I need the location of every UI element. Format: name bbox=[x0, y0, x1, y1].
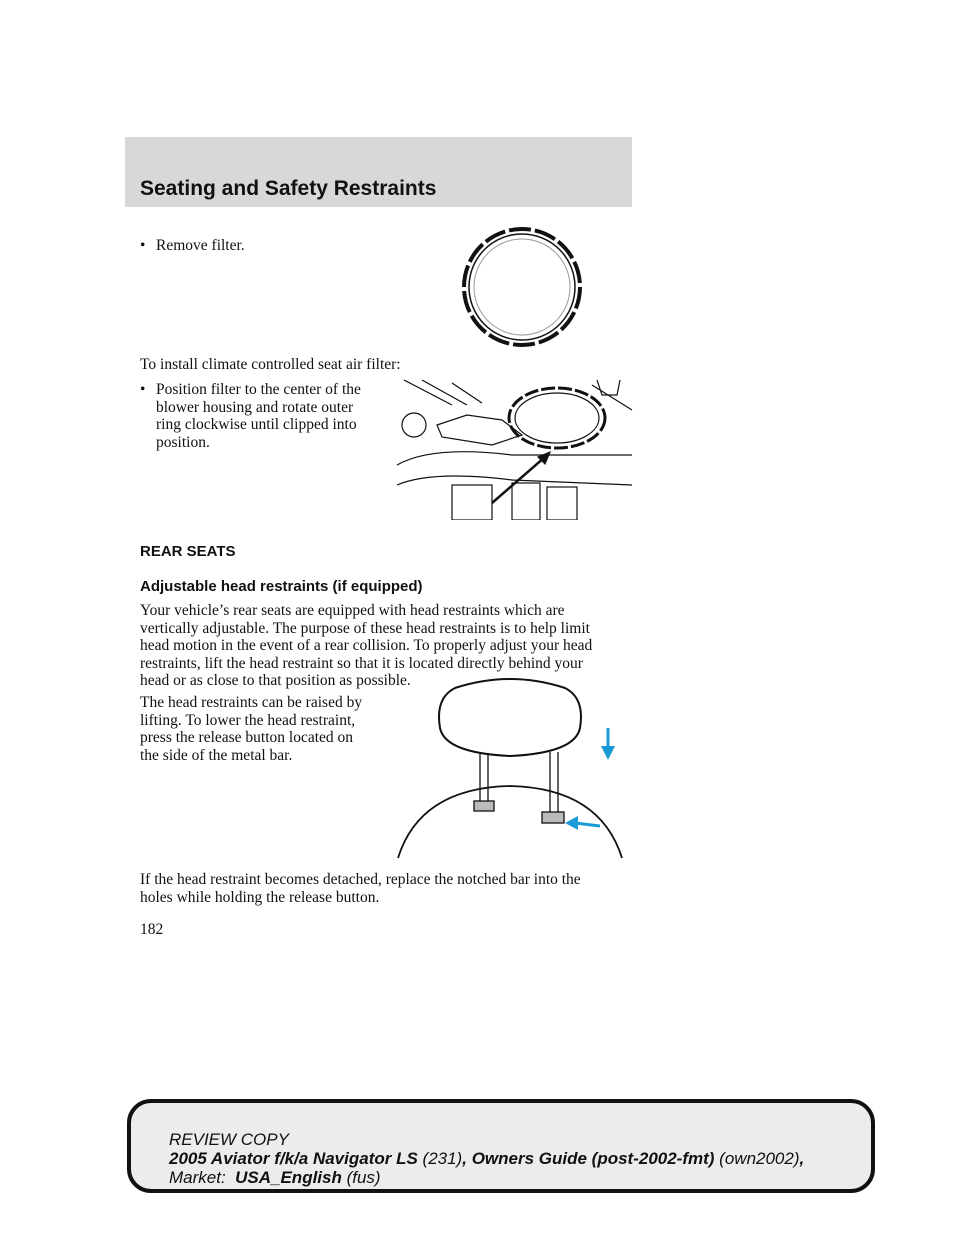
section-title: Seating and Safety Restraints bbox=[140, 177, 437, 200]
review-copy-footer: REVIEW COPY 2005 Aviator f/k/a Navigator LS (231), Owners Guide (post-2002-fmt) (own2002), Market: USA_English (fus) bbox=[127, 1099, 875, 1193]
heading-rear-seats: REAR SEATS bbox=[140, 543, 236, 560]
paragraph: If the head restraint becomes detached, replace the notched bar into the holes while holding the release button. bbox=[140, 871, 581, 906]
paragraph: Your vehicle’s rear seats are equipped with head restraints which are vertically adjustable. The purpose of these head restraints is to help limit head motion in the event of a rear collision. To properly adjust your head restraints, lift the head restraint so that it is located directly behind your head or as close to that position as possible. bbox=[140, 602, 593, 689]
section-header bbox=[125, 137, 632, 207]
head-restraint-illustration bbox=[390, 668, 630, 860]
install-intro: To install climate controlled seat air filter: bbox=[140, 356, 401, 373]
filter-illustration bbox=[460, 225, 585, 350]
blower-housing-illustration bbox=[392, 375, 637, 520]
heading-adjustable-head-restraints: Adjustable head restraints (if equipped) bbox=[140, 578, 423, 595]
page-number: 182 bbox=[140, 921, 164, 938]
manual-page: Seating and Safety Restraints • Remove filter. To install climate controlled seat air filter: • Position filter to the center of the blower housing and rotate outer ring clockwise until clipped into position. REAR SEATS Adjustable head restraints (if equipped) Your vehicle’s rear seats are equipped with head restraints which are vertically adjustable. The purpose of these head restraints is to help limit head motion in the event of a rear collision. To properly adjust your head restraints, lift the head restraint so that it is located directly behind your head or as close to that position as possible. The head restraints can be raised by lifting. To lower the head restraint, press the release button located on the side of the metal bar. If the head restraint becomes detached, replace the notched bar into the holes while holding the release button. 182 REVIEW COPY 2005 Aviator f/k/a Navigator LS (231), Owners Guide (post-2002-fmt) (own2002), Market: USA_English (fus) bbox=[0, 0, 960, 1242]
paragraph: The head restraints can be raised by lifting. To lower the head restraint, press the release button located on the side of the metal bar. bbox=[140, 694, 363, 764]
